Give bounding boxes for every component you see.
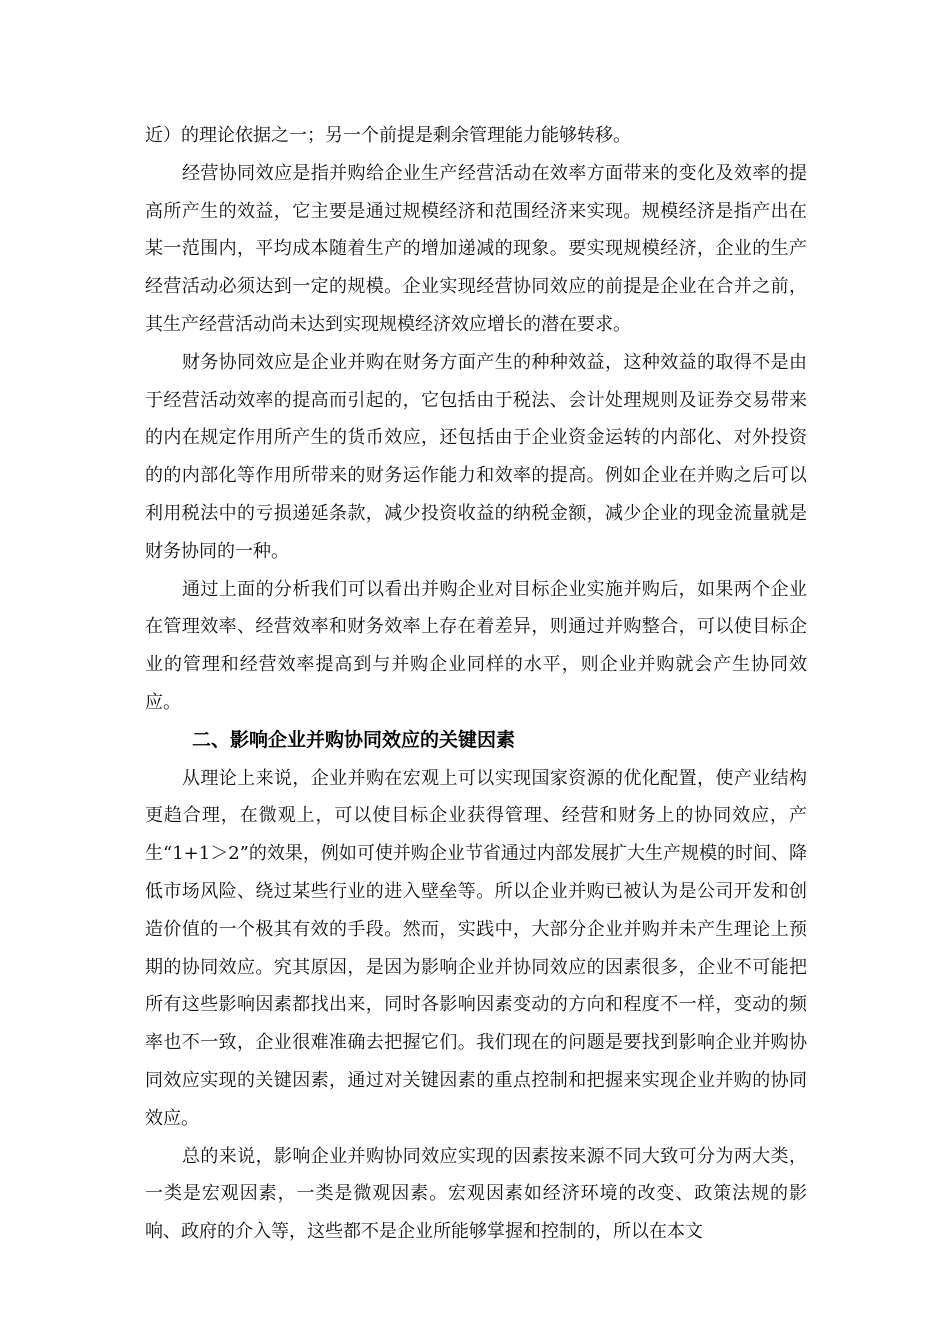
section-heading: 二、影响企业并购协同效应的关键因素 <box>192 728 516 751</box>
paragraph-financial-synergy: 财务协同效应是企业并购在财务方面产生的种种效益，这种效益的取得不是由于经营活动效率的提高而引起的，它包括由于税法、会计处理规则及证券交易带来的内在规定作用所产生的货币效应，还包括由于企业资金运转的内部化、对外投资的的内部化等作用所带来的财务运作能力和效率的提高。例如企业在并购之后可以利用税法中的亏损递延条款，减少投资收益的纳税金额，减少企业的现金流量就是财务协同的一种。 <box>145 351 807 562</box>
paragraph-factors: 总的来说，影响企业并购协同效应实现的因素按来源不同大致可分为两大类，一类是宏观因素，一类是微观因素。宏观因素如经济环境的改变、政策法规的影响、政府的介入等，这些都不是企业所能够掌握和控制的，所以在本文 <box>145 1145 807 1243</box>
paragraph-operating-synergy: 经营协同效应是指并购给企业生产经营活动在效率方面带来的变化及效率的提高所产生的效益，它主要是通过规模经济和范围经济来实现。规模经济是指产出在某一范围内，平均成本随着生产的增加递减的现象。要实现规模经济，企业的生产经营活动必须达到一定的规模。企业实现经营协同效应的前提是企业在合并之前，其生产经营活动尚未达到实现规模经济效应增长的潜在要求。 <box>145 162 807 335</box>
document-body <box>145 117 807 1251</box>
paragraph-theory: 从理论上来说，企业并购在宏观上可以实现国家资源的优化配置，使产业结构更趋合理，在微观上，可以使目标企业获得管理、经营和财务上的协同效应，产生“1+1＞2”的效果，例如可使并购企业节省通过内部发展扩大生产规模的时间、降低市场风险、绕过某些行业的进入壁垒等。所以企业并购已被认为是公司开发和创造价值的一个极其有效的手段。然而，实践中，大部分企业并购并未产生理论上预期的协同效应。究其原因，是因为影响企业并协同效应的因素很多，企业不可能把所有这些影响因素都找出来，同时各影响因素变动的方向和程度不一样，变动的频率也不一致，企业很难准确去把握它们。我们现在的问题是要找到影响企业并购协同效应实现的关键因素，通过对关键因素的重点控制和把握来实现企业并购的协同效应。 <box>145 767 807 1129</box>
paragraph-analysis-summary: 通过上面的分析我们可以看出并购企业对目标企业实施并购后，如果两个企业在管理效率、经营效率和财务效率上存在着差异，则通过并购整合，可以使目标企业的管理和经营效率提高到与并购企业同样的水平，则企业并购就会产生协同效应。 <box>145 578 807 713</box>
paragraph-continuation: 近）的理论依据之一；另一个前提是剩余管理能力能够转移。 <box>145 125 631 146</box>
